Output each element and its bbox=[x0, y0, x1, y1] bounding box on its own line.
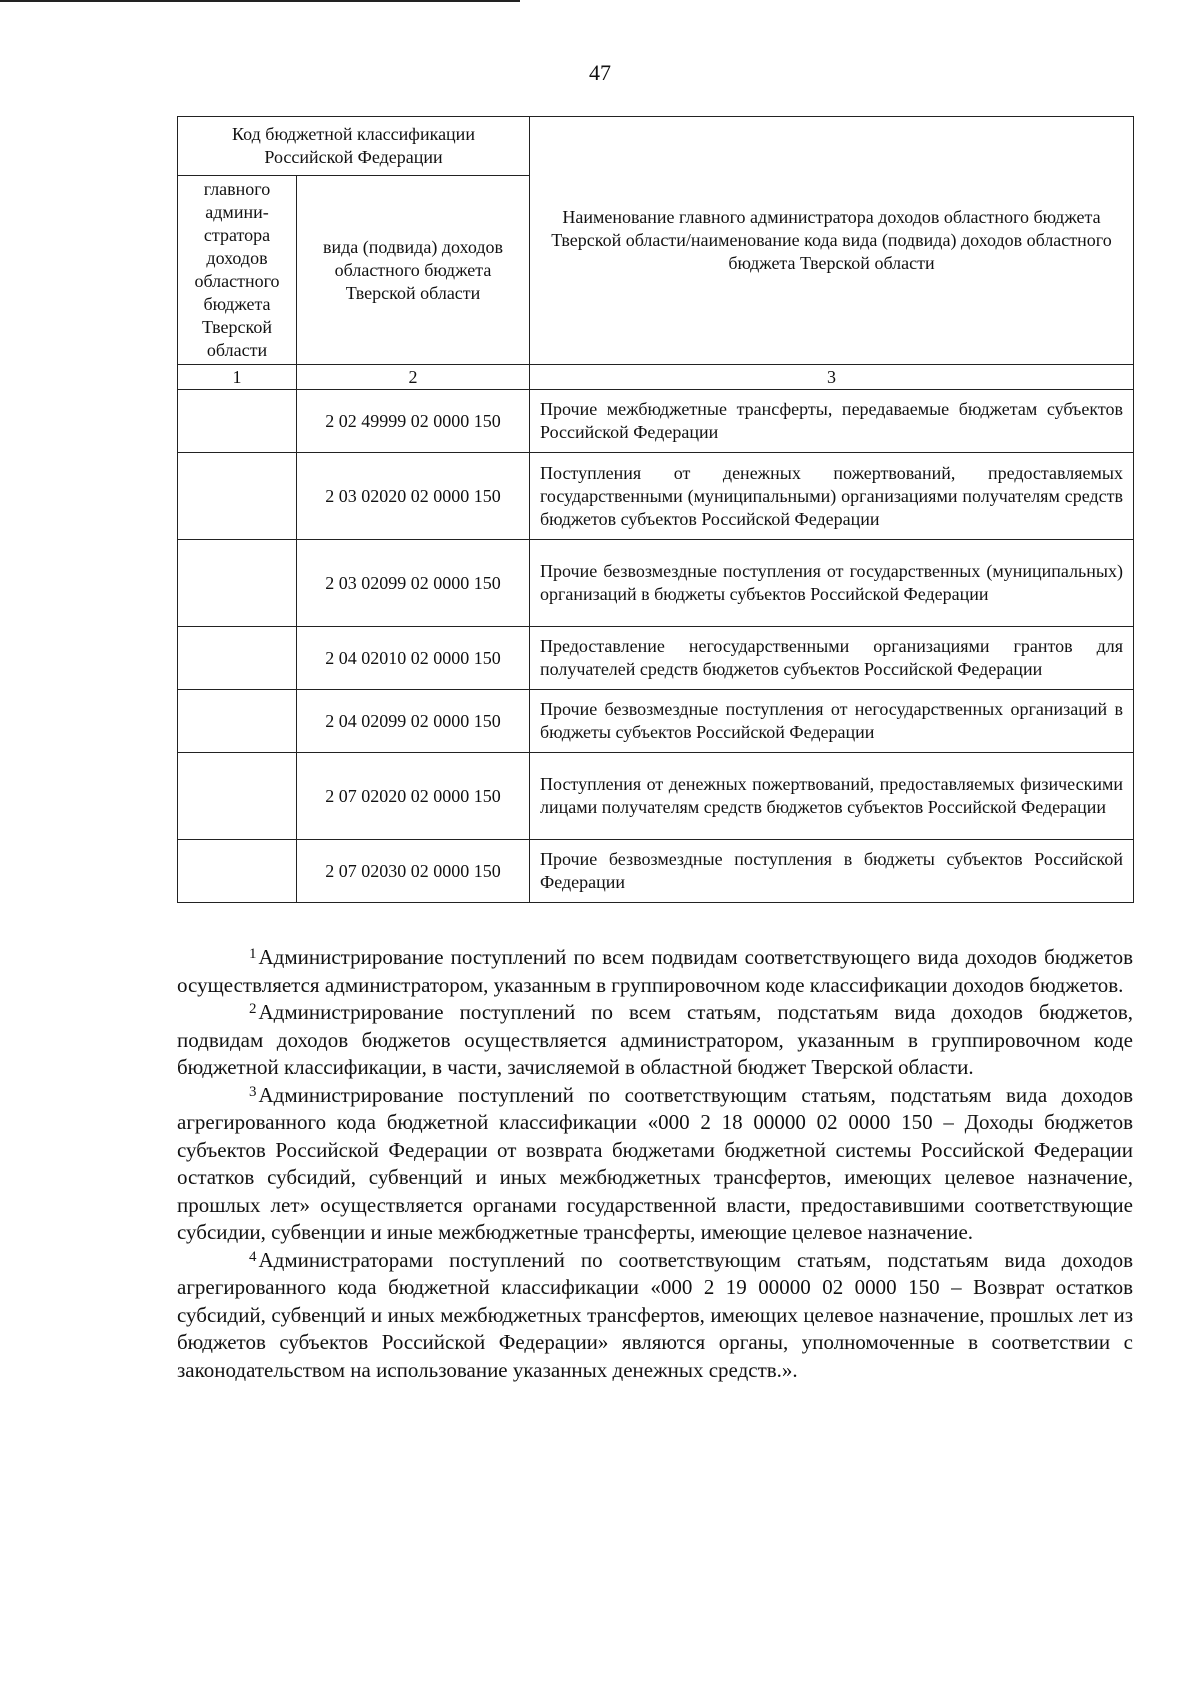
income-code-cell: 2 04 02099 02 0000 150 bbox=[297, 690, 530, 753]
table-row bbox=[178, 627, 1134, 690]
income-name-cell: Поступления от денежных пожертвований, предоставляемых физическими лицами получателям средств бюджетов субъектов Российской Федерации bbox=[530, 753, 1134, 840]
table-row bbox=[178, 453, 1134, 540]
footnote-mark: 2 bbox=[249, 1001, 257, 1017]
admin-code-cell bbox=[178, 690, 297, 753]
footnote-text: Администрирование поступлений по всем статьям, подстатьям вида доходов бюджетов, подвидам доходов бюджетов осуществляется администратором, указанным в группировочном коде бюджетной классификации, в части, зачисляемой в областной бюджет Тверской области. bbox=[177, 1000, 1133, 1079]
income-code-cell: 2 07 02020 02 0000 150 bbox=[297, 753, 530, 840]
admin-code-cell bbox=[178, 540, 297, 627]
page-number: 47 bbox=[589, 60, 611, 85]
table-row bbox=[178, 690, 1134, 753]
column-numbers-row bbox=[178, 365, 1134, 390]
income-name-cell: Предоставление негосударственными организациями грантов для получателей средств бюджетов субъектов Российской Федерации bbox=[530, 627, 1134, 690]
table-row bbox=[178, 840, 1134, 903]
income-name-cell: Прочие безвозмездные поступления от государственных (муниципальных) организаций в бюджеты субъектов Российской Федерации bbox=[530, 540, 1134, 627]
footnote bbox=[177, 1247, 1133, 1385]
income-code-cell: 2 07 02030 02 0000 150 bbox=[297, 840, 530, 903]
footnote bbox=[177, 1082, 1133, 1247]
column-number-3: 3 bbox=[530, 365, 1134, 390]
column-number-1: 1 bbox=[178, 365, 297, 390]
table-row bbox=[178, 753, 1134, 840]
header-name-column: Наименование главного администратора доходов областного бюджета Тверской области/наименование кода вида (подвида) доходов областного бюджета Тверской области bbox=[530, 117, 1134, 365]
header-admin-column: главного админи-стратора доходов областного бюджета Тверской области bbox=[178, 176, 297, 365]
footnotes bbox=[177, 944, 1133, 1384]
footnote-mark: 1 bbox=[249, 946, 257, 962]
header-kind-column: вида (подвида) доходов областного бюджета Тверской области bbox=[297, 176, 530, 365]
footnote bbox=[177, 999, 1133, 1082]
income-name-cell: Прочие межбюджетные трансферты, передаваемые бюджетам субъектов Российской Федерации bbox=[530, 390, 1134, 453]
header-code-group: Код бюджетной классификации Российской Федерации bbox=[178, 117, 530, 176]
top-rule bbox=[0, 0, 520, 2]
footnote-mark: 4 bbox=[249, 1248, 257, 1265]
footnote-text: Администрирование поступлений по всем подвидам соответствующего вида доходов бюджетов осуществляется администратором, указанным в группировочном коде классификации доходов бюджетов. bbox=[177, 945, 1133, 997]
income-code-cell: 2 03 02020 02 0000 150 bbox=[297, 453, 530, 540]
income-code-cell: 2 02 49999 02 0000 150 bbox=[297, 390, 530, 453]
footnote-text: Администрирование поступлений по соответствующим статьям, подстатьям вида доходов агрегированного кода бюджетной классификации «000 2 18 00000 02 0000 150 – Доходы бюджетов субъектов Российской Федерации от возврата бюджетами бюджетной системы Российской Федерации остатков субсидий, субвенций и иных межбюджетных трансфертов, имеющих целевое назначение, прошлых лет» осуществляется органами государственной власти, предоставившими соответствующие субсидии, субвенции и иные межбюджетные трансферты, имеющие целевое назначение. bbox=[177, 1082, 1133, 1244]
footnote-mark: 3 bbox=[249, 1083, 257, 1100]
admin-code-cell bbox=[178, 390, 297, 453]
admin-code-cell bbox=[178, 840, 297, 903]
table-row bbox=[178, 390, 1134, 453]
income-code-cell: 2 03 02099 02 0000 150 bbox=[297, 540, 530, 627]
admin-code-cell bbox=[178, 453, 297, 540]
column-number-2: 2 bbox=[297, 365, 530, 390]
admin-code-cell bbox=[178, 753, 297, 840]
income-name-cell: Прочие безвозмездные поступления в бюджеты субъектов Российской Федерации bbox=[530, 840, 1134, 903]
footnote bbox=[177, 944, 1133, 999]
income-name-cell: Поступления от денежных пожертвований, предоставляемых государственными (муниципальными) организациями получателям средств бюджетов субъектов Российской Федерации bbox=[530, 453, 1134, 540]
admin-code-cell bbox=[178, 627, 297, 690]
table-row bbox=[178, 540, 1134, 627]
budget-classification-table bbox=[177, 116, 1134, 903]
income-code-cell: 2 04 02010 02 0000 150 bbox=[297, 627, 530, 690]
income-name-cell: Прочие безвозмездные поступления от негосударственных организаций в бюджеты субъектов Российской Федерации bbox=[530, 690, 1134, 753]
footnote-text: Администраторами поступлений по соответствующим статьям, подстатьям вида доходов агрегированного кода бюджетной классификации «000 2 19 00000 02 0000 150 – Возврат остатков субсидий, субвенций и иных межбюджетных трансфертов, имеющих целевое назначение, прошлых лет из бюджетов субъектов Российской Федерации» являются органы, уполномоченные в соответствии с законодательством на использование указанных денежных средств.». bbox=[177, 1247, 1133, 1382]
